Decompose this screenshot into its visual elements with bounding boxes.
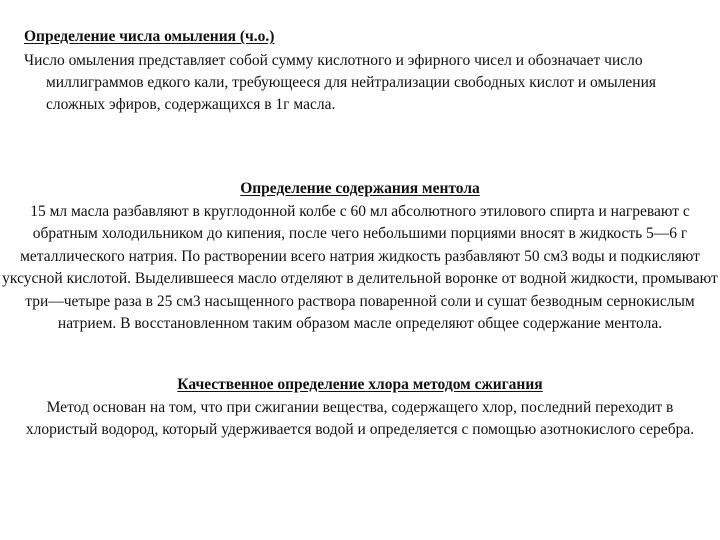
section-body: Метод основан на том, что при сжигании вещества, содержащего хлор, последний переходит в хлористый водород, который удерживается водой и определяется с помощью азотнокислого серебра. (25, 399, 695, 439)
section-body: Число омыления представляет собой сумму кислотного и эфирного чисел и обозначает число миллиграммов едкого кали, требующееся для нейтрализации свободных кислот и омыления сложных эфиров, содержащихся в 1г масла. (24, 52, 657, 114)
section-menthol-content (0, 178, 720, 335)
section-heading: Определение числа омыления (ч.о.) (24, 28, 275, 45)
section-chlorine-combustion (0, 374, 720, 442)
section-heading: Качественное определение хлора методом сжигания (177, 376, 543, 393)
section-saponification-number (0, 26, 720, 117)
section-heading: Определение содержания ментола (240, 180, 480, 197)
section-body: 15 мл масла разбавляют в круглодонной колбе с 60 мл абсолютного этилового спирта и нагревают с обратным холодильником до кипения, после чего небольшими порциями вносят в жидкость 5—6 г металлического натрия. По растворении всего натрия жидкость разбавляют 50 см3 воды и подкисляют уксусной кислотой. Выделившееся масло отделяют в делительной воронке от водной жидкости, промывают три—четыре раза в 25 см3 насыщенного раствора поваренной соли и сушат безводным сернокислым натрием. В восстановленном таким образом масле определяют общее содержание ментола. (2, 203, 718, 333)
